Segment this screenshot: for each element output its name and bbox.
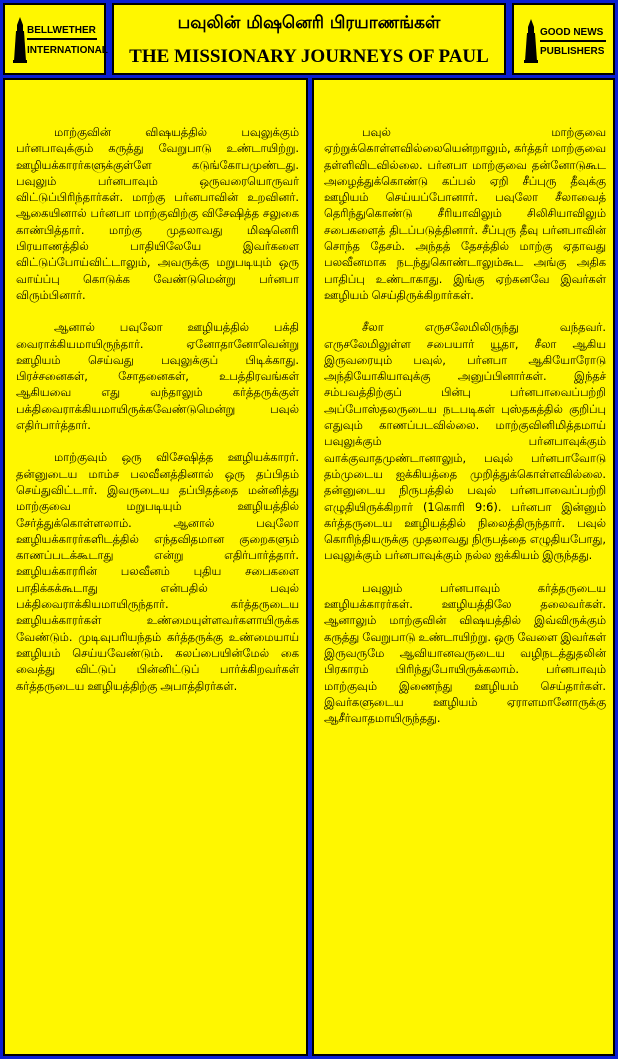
paragraph: பவுல் மாற்குவை ஏற்றுக்கொள்ளவில்லையென்றாலும், கர்த்தர் மாற்குவை தள்ளிவிடவில்லை. பர்னபா மாற்குவை தன்னோடுகூட அழைத்துக்கொண்டு கப்பல் ஏறி சீப்புரு தீவுக்கு ஊழியம் செய்யப்போனார். பவுலோ சீலாவைத் தெரிந்துகொண்டு சீரியாவிலும் சிலிசியாவிலும் சபைகளைத் திடப்படுத்தினார். சீப்புரு தீவு பர்னபாவின் சொந்த தேசம். அந்தத் தேசத்தில் மாற்கு ஏதாவது பலவீனமாக நடந்துகொண்டாலும்கூட அங்கு அதிக பாதிப்பு உண்டாகாது. இங்கு ஏற்கனவே இவர்கள் ஊழியம் செய்திருக்கிறார்கள். (324, 125, 606, 302)
logo-left-line1: BELLWETHER (27, 25, 96, 36)
paragraph: மாற்குவின் விஷயத்தில் பவுலுக்கும் பர்னபாவுக்கும் கருத்து வேறுபாடு உண்டாயிற்று. ஊழியக்காரர்களுக்குள்ளே கடுங்கோபமுண்டது. பவுலும் பர்னபாவும் ஒருவரையொருவர் விட்டுப்பிரிந்தார்கள். மாற்கு பர்னபாவின் உறவினர். ஆகையினால் பர்னபா மாற்குவிற்கு விசேஷித்த சலுகை காண்பித்தார். மாற்கு முதலாவது மிஷனெரி பிரயாணத்தில் பாதியிலேயே இவர்களை விட்டுப்போய்விட்டாலும், அவருக்கு மறுபடியும் ஒரு வாய்ப்பு கொடுக்க வேண்டுமென்று பர்னபா விரும்பினார். (16, 125, 299, 302)
title-tamil: பவுலின் மிஷனெரி பிரயாணங்கள் (177, 13, 441, 33)
tower-icon (13, 17, 27, 63)
bellwether-logo (3, 3, 106, 75)
title-english: THE MISSIONARY JOURNEYS OF PAUL (129, 46, 489, 67)
logo-right-text-2 (540, 46, 604, 57)
right-column (312, 78, 615, 1056)
logo-left-text (27, 25, 96, 36)
paragraph: சீலா எருசலேமிலிருந்து வந்தவர். எருசலேமிலுள்ள சபையார் யூதா, சீலா ஆகிய இருவரையும் பவுல், பர்னபா ஆகியோரோடு அந்தியோகியாவுக்கு அனுப்பினார்கள். இந்தச் சம்பவத்திற்குப் பின்பு பர்னபாவைப்பற்றி அப்போஸ்தலருடைய நடபடிகள் புஸ்தகத்தில் குறிப்பு எதுவும் காணப்படவில்லை. மாற்குவினிமித்தமாய் பவுலுக்கும் பர்னபாவுக்கும் வாக்குவாதமுண்டானாலும், பவுல் பர்னபாவோடு தம்முடைய ஐக்கியத்தை முறித்துக்கொள்ளவில்லை. தன்னுடைய நிருபத்தில் பவுல் பர்னபாவைப்பற்றி எழுதியிருக்கிறார் (1கொரி 9:6). பர்னபா இன்னும் கர்த்தருடைய ஊழியத்தில் நிலைத்திருந்தார். பவுல் கொரிந்தியருக்கு முதலாவது நிருபத்தை எழுதியபோது, பவுலுக்கும் பர்னபாவுக்கும் நல்ல ஐக்கியம் இருந்தது. (324, 320, 606, 563)
paragraph: பவுலும் பர்னபாவும் கர்த்தருடைய ஊழியக்காரர்கள். ஊழியத்திலே தலைவர்கள். ஆனாலும் மாற்குவின் விஷயத்தில் இவ்விருக்கும் கருத்து வேறுபாடு உண்டாயிற்று. ஒரு வேளை இவர்கள் இருவருமே ஆவியானவருடைய வழிநடத்துதலின் பிரகாரம் பிரிந்துபோயிருக்கலாம். பர்னபாவும் மாற்குவும் இணைந்து ஊழியம் செய்தார்கள். இவர்களுடைய ஊழியம் ஏராளமானோருக்கு ஆசீர்வாதமாயிருந்தது. (324, 580, 606, 726)
tower-icon (524, 19, 538, 63)
logo-left-line2: INTERNATIONAL (27, 45, 108, 56)
header (3, 3, 615, 75)
logo-left-text-2 (27, 45, 108, 56)
title-box (112, 3, 506, 75)
logo-right-text (540, 27, 603, 38)
good-news-logo (512, 3, 615, 75)
left-column (3, 78, 308, 1056)
logo-right-line1: GOOD NEWS (540, 27, 604, 38)
paragraph: மாற்குவும் ஒரு விசேஷித்த ஊழியக்காரர். தன்னுடைய மாம்ச பலவீனத்தினால் ஒரு தப்பிதம் செய்துவிட்டார். இவருடைய தப்பிதத்தை மன்னித்து மாற்குவை மறுபடியும் ஊழியத்தில் சேர்த்துக்கொள்ளலாம். ஆனால் பவுலோ ஊழியக்காரர்களிடத்தில் எந்தவிதமான குறைகளும் காணப்படக்கூடாது என்று எதிர்பார்த்தார். ஊழியக்காரரின் பலவீனம் புதிய சபைகளை பாதிக்கக்கூடாது என்பதில் பவுல் பக்திவைராக்கியமாயிருந்தார். கர்த்தருடைய ஊழியக்காரர்கள் உண்மையுள்ளவர்களாயிருக்க வேண்டும். முடிவுபரியந்தம் கர்த்தருக்கு உண்மையாய் ஊழியம் செய்யவேண்டும். கலப்பையின்மேல் கை வைத்து விட்டுப் பின்னிட்டுப் பார்க்கிறவர்கள் கர்த்தருடைய ஊழியத்திற்கு அபாத்திரர்கள். (16, 450, 299, 693)
logo-right-divider (540, 40, 606, 42)
paragraph: ஆனால் பவுலோ ஊழியத்தில் பக்தி வைராக்கியமாயிருந்தார். ஏனோதானோவென்று ஊழியம் செய்வது பவுலுக்குப் பிடிக்காது. பிரச்சனைகள், சோதனைகள், உபத்திரவங்கள் ஆகியவை எது வந்தாலும் கர்த்தருக்குள் பக்திவைராக்கியமாயிருக்கவேண்டுமென்று பவுல் எதிர்பார்த்தார். (16, 320, 299, 433)
logo-right-line2: PUBLISHERS (540, 46, 605, 57)
logo-left-divider (27, 38, 97, 40)
